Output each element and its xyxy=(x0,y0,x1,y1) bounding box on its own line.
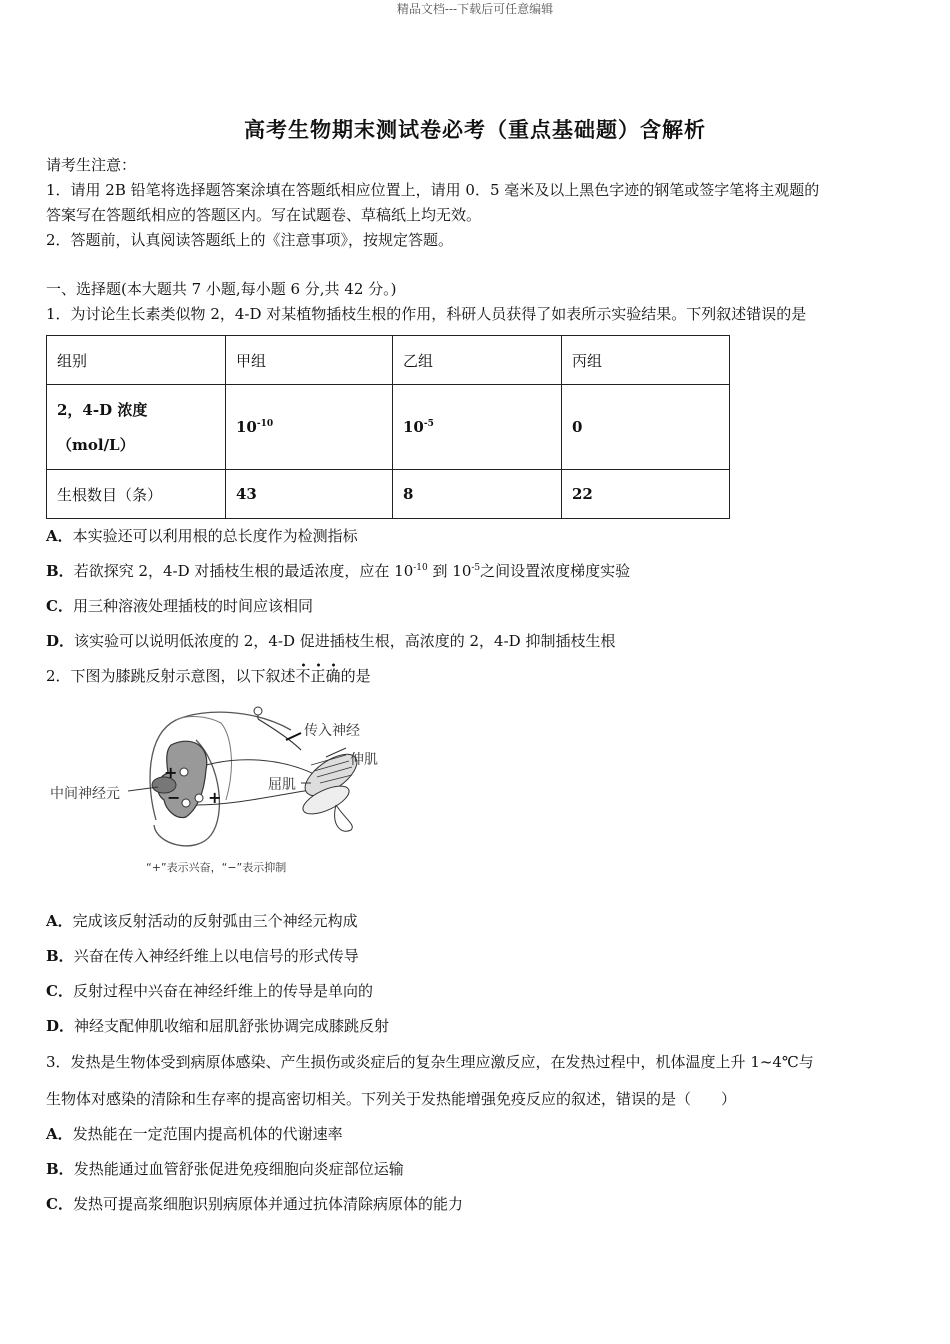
option-text: 兴奋在传入神经纤维上以电信号的形式传导 xyxy=(73,947,359,965)
q1-option-a xyxy=(46,525,358,546)
option-letter: B． xyxy=(46,562,74,580)
ganglion xyxy=(254,707,262,715)
option-text: 该实验可以说明低浓度的 2，4-D 促进插枝生根，高浓度的 2，4-D 抑制插枝生根 xyxy=(74,632,616,650)
table-cell-concentration-label xyxy=(47,385,226,470)
minus-sign: − xyxy=(167,788,181,807)
q3-option-b xyxy=(46,1158,404,1179)
option-text: 发热能在一定范围内提高机体的代谢速率 xyxy=(72,1125,343,1143)
option-letter: A． xyxy=(46,912,73,930)
option-text: 发热可提高浆细胞识别病原体并通过抗体清除病原体的能力 xyxy=(72,1195,463,1213)
option-letter: B． xyxy=(46,947,74,965)
table-cell: 生根数目（条） xyxy=(47,470,226,519)
option-letter: A． xyxy=(46,527,73,545)
q1-option-d xyxy=(46,630,615,651)
table-header-cell: 丙组 xyxy=(562,336,730,385)
concentration-label-line2: （mol/L） xyxy=(57,436,135,454)
q3-stem-line2: 生物体对感染的清除和生存率的提高密切相关。下列关于发热能增强免疫反应的叙述，错误的是（ ） xyxy=(46,1090,737,1108)
table-cell: 22 xyxy=(562,470,730,519)
conc-jia-exp: -10 xyxy=(256,419,274,429)
q2-stem-pre: 2．下图为膝跳反射示意图，以下叙述 xyxy=(46,667,296,685)
option-text: 神经支配伸肌收缩和屈肌舒张协调完成膝跳反射 xyxy=(74,1017,390,1035)
plus-sign: + xyxy=(208,788,222,807)
page-title: 高考生物期末测试卷必考（重点基础题）含解析 xyxy=(244,117,706,142)
notice-heading: 请考生注意： xyxy=(46,156,137,174)
label-extensor: 伸肌 xyxy=(350,752,378,768)
q3-stem-line1: 3．发热是生物体受到病原体感染、产生损伤或炎症后的复杂生理应激反应，在发热过程中，机体温度上升 1~4℃与 xyxy=(46,1053,814,1071)
q2-stem-emphasis xyxy=(296,663,341,685)
q1-option-c xyxy=(46,595,313,616)
table-row xyxy=(47,336,730,385)
knee-joint xyxy=(335,805,353,831)
table-cell xyxy=(226,385,393,470)
synapse-circle xyxy=(195,794,203,802)
q2-stem-post: 的是 xyxy=(340,667,371,685)
label-flexor: 屈肌 xyxy=(268,777,296,793)
q2-stem xyxy=(46,665,371,686)
table-cell: 0 xyxy=(562,385,730,470)
option-text: 用三种溶液处理插枝的时间应该相同 xyxy=(72,597,313,615)
knee-jerk-reflex-diagram xyxy=(46,705,396,885)
q3-option-a xyxy=(46,1123,343,1144)
conc-yi-base: 10 xyxy=(403,418,424,436)
option-letter: D． xyxy=(46,1017,75,1035)
conc-jia-base: 10 xyxy=(236,418,257,436)
table-cell xyxy=(393,385,562,470)
option-exp2: -5 xyxy=(471,563,481,573)
table-row xyxy=(47,470,730,519)
section-heading: 一、选择题(本大题共 7 小题,每小题 6 分,共 42 分。) xyxy=(46,280,397,298)
q2-option-d xyxy=(46,1015,389,1036)
q1-option-b xyxy=(46,560,630,581)
option-text: 发热能通过血管舒张促进免疫细胞向炎症部位运输 xyxy=(73,1160,404,1178)
notice-item1-line1: 1．请用 2B 铅笔将选择题答案涂填在答题纸相应位置上，请用 0．5 毫米及以上黑色字迹的钢笔或签字笔将主观题的 xyxy=(46,181,820,199)
option-letter: B． xyxy=(46,1160,74,1178)
option-text: 反射过程中兴奋在神经纤维上的传导是单向的 xyxy=(72,982,373,1000)
table-row xyxy=(47,385,730,470)
option-letter: A． xyxy=(46,1125,73,1143)
option-text-pre: 若欲探究 2，4-D 对插枝生根的最适浓度，应在 10 xyxy=(73,562,414,580)
afferent-pointer xyxy=(286,733,301,740)
option-text-mid: 到 10 xyxy=(427,562,472,580)
q2-option-c xyxy=(46,980,373,1001)
page-header-note: 精品文档---下载后可任意编辑 xyxy=(396,2,554,16)
option-text-post: 之间设置浓度梯度实验 xyxy=(480,562,631,580)
option-letter: C． xyxy=(46,597,73,615)
nerve-fiber xyxy=(206,760,316,775)
plus-sign: + xyxy=(164,763,178,782)
q2-option-a xyxy=(46,910,358,931)
figure-legend: “+”表示兴奋，“−”表示抑制 xyxy=(146,861,287,874)
option-exp1: -10 xyxy=(413,563,428,573)
q1-stem: 1．为讨论生长素类似物 2，4-D 对某植物插枝生根的作用，科研人员获得了如表所示实验结果。下列叙述错误的是 xyxy=(46,305,807,323)
q2-option-b xyxy=(46,945,359,966)
q1-table xyxy=(46,335,730,519)
q3-option-c xyxy=(46,1193,463,1214)
table-header-cell: 组别 xyxy=(47,336,226,385)
option-letter: C． xyxy=(46,982,73,1000)
option-letter: C． xyxy=(46,1195,73,1213)
notice-item2: 2．答题前，认真阅读答题纸上的《注意事项》，按规定答题。 xyxy=(46,231,454,249)
option-letter: D． xyxy=(46,632,75,650)
label-interneuron: 中间神经元 xyxy=(50,786,120,802)
table-header-cell: 乙组 xyxy=(393,336,562,385)
q2-stem-emph-text: 不正确 xyxy=(295,667,341,685)
synapse-circle xyxy=(180,768,188,776)
option-text: 本实验还可以利用根的总长度作为检测指标 xyxy=(72,527,358,545)
table-cell: 8 xyxy=(393,470,562,519)
synapse-circle xyxy=(182,799,190,807)
table-cell: 43 xyxy=(226,470,393,519)
label-afferent: 传入神经 xyxy=(304,723,360,739)
conc-yi-exp: -5 xyxy=(423,419,434,429)
table-header-cell: 甲组 xyxy=(226,336,393,385)
concentration-label-line1: 2，4-D 浓度 xyxy=(57,401,148,419)
option-text: 完成该反射活动的反射弧由三个神经元构成 xyxy=(72,912,358,930)
notice-item1-line2: 答案写在答题纸相应的答题区内。写在试题卷、草稿纸上均无效。 xyxy=(46,206,482,224)
